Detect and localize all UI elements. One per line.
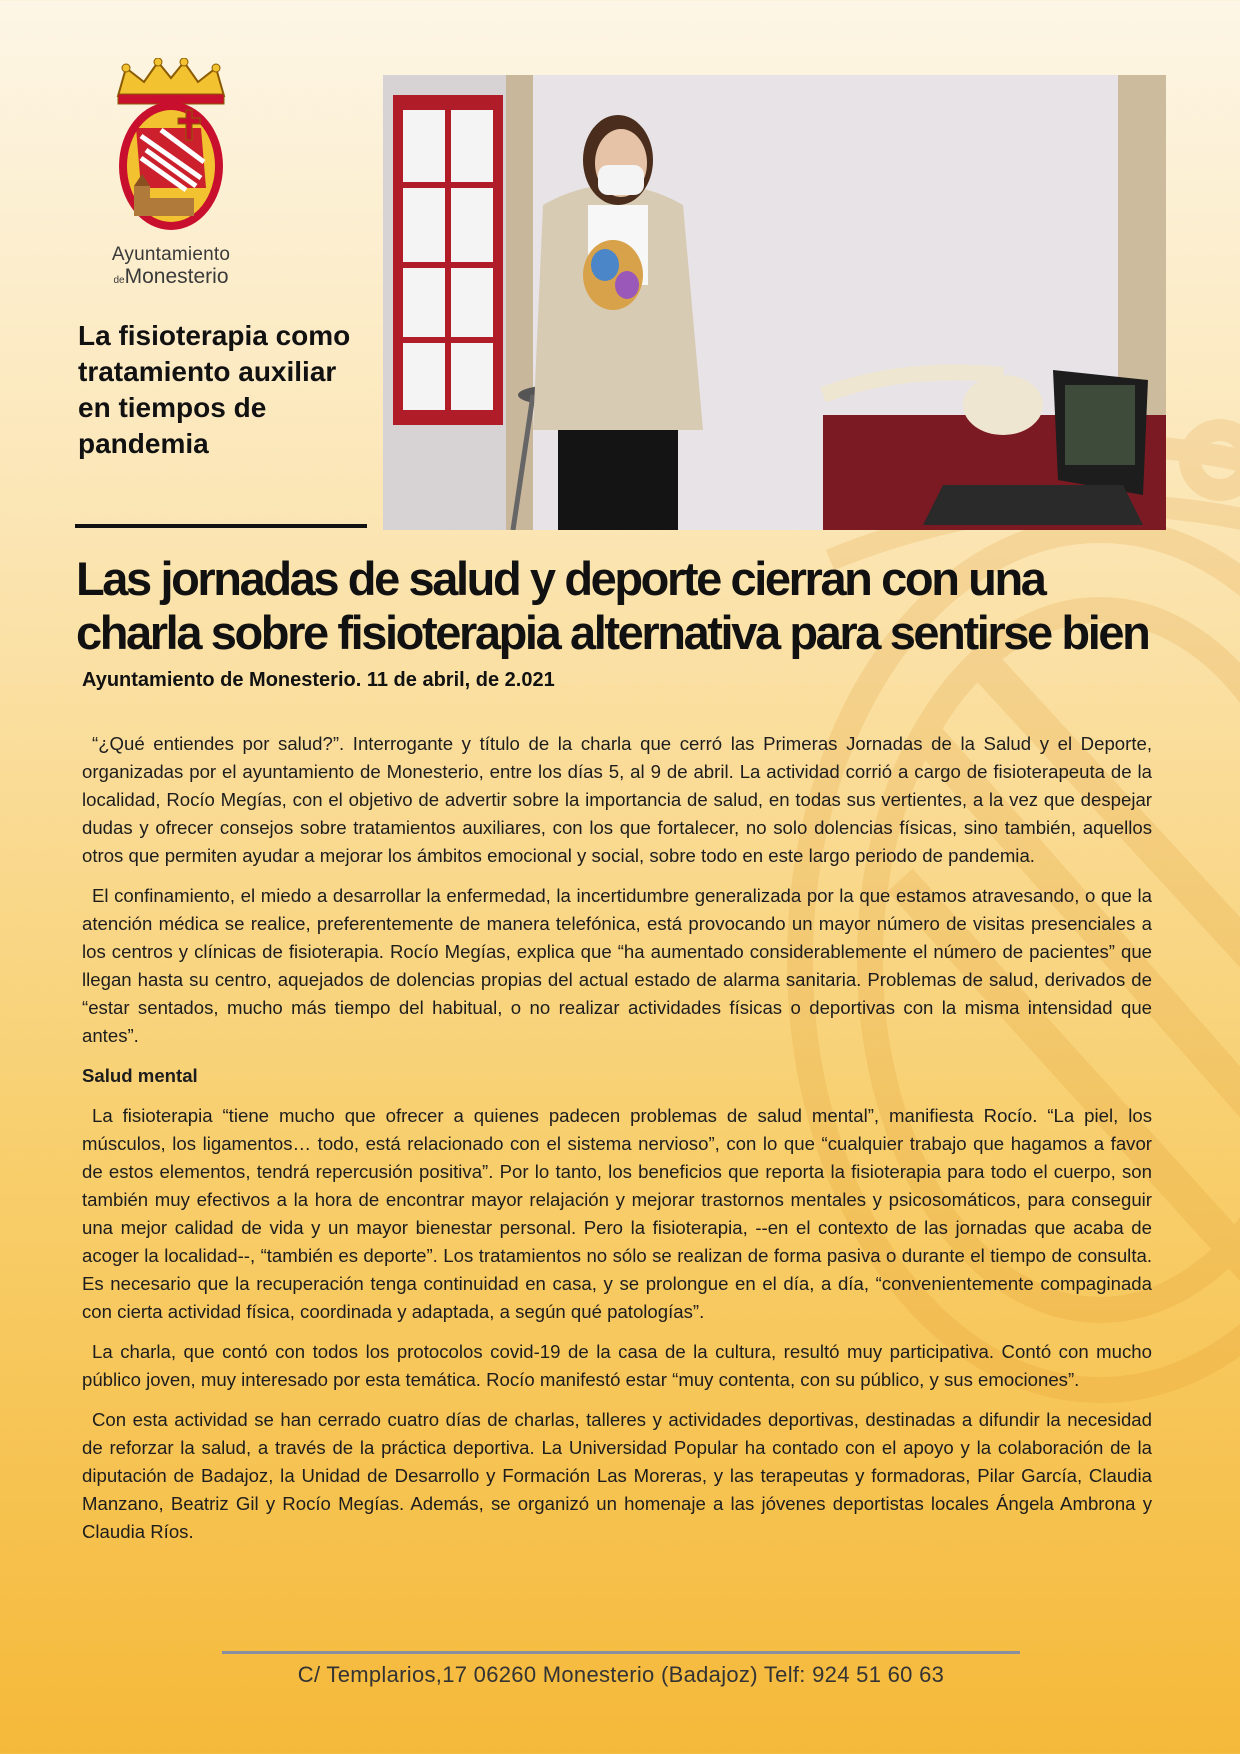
article-subheading: Salud mental: [82, 1065, 198, 1086]
article-body: [82, 730, 1152, 1558]
kicker-divider: [75, 524, 367, 528]
article-paragraph-5: Con esta actividad se han cerrado cuatro días de charlas, talleres y actividades deportivas, destinadas a difundir la necesidad de reforzar la salud, a través de la práctica deportiva. La Universidad Popular ha contado con el apoyo y la colaboración de la diputación de Badajoz, la Unidad de Desarrollo y Formación Las Moreras, y las terapeutas y formadoras, Pilar García, Claudia Manzano, Beatriz Gil y Rocío Megías. Además, se organizó un homenaje a las jóvenes deportistas locales Ángela Ambrona y Claudia Ríos.: [82, 1409, 1152, 1542]
article-paragraph-4: La charla, que contó con todos los protocolos covid-19 de la casa de la cultura, resultó muy participativa. Contó con mucho público joven, muy interesado por esta temática. Rocío manifestó estar “muy contenta, con su público, y sus emociones”.: [82, 1341, 1152, 1390]
article-kicker: La fisioterapia como tratamiento auxiliar en tiempos de pandemia: [78, 320, 351, 459]
municipality-logo: [96, 58, 246, 287]
footer-divider: [222, 1651, 1020, 1654]
article-paragraph-3: La fisioterapia “tiene mucho que ofrecer a quienes padecen problemas de salud mental”, manifiesta Rocío. “La piel, los músculos, los ligamentos… todo, está relacionado con el sistema nervioso”, con lo que “cualquier trabajo que hagamos a favor de estos elementos, tendrá repercusión positiva”. Por lo tanto, los beneficios que reporta la fisioterapia para todo el cuerpo, son también muy efectivos a la hora de encontrar mayor relajación y mejorar trastornos mentales y psicosomáticos, para conseguir una mejor calidad de vida y un mayor bienestar personal. Pero la fisioterapia, --en el contexto de las jornadas que acaba de acoger la localidad--, “también es deporte”. Los tratamientos no sólo se realizan de forma pasiva o durante el tiempo de consulta. Es necesario que la recuperación tenga continuidad en casa, y se prolongue en el día, a día, “convenientemente compaginada con cierta actividad física, coordinada y adaptada, a según qué patologías”.: [82, 1105, 1152, 1322]
article-headline: Las jornadas de salud y deporte cierran con una charla sobre fisioterapia alternativa para sentirse bien: [76, 552, 1149, 659]
article-paragraph-1: “¿Qué entiendes por salud?”. Interrogante y título de la charla que cerró las Primeras Jornadas de la Salud y el Deporte, organizadas por el ayuntamiento de Monesterio, entre los días 5, al 9 de abril. La actividad corrió a cargo de fisioterapeuta de la localidad, Rocío Megías, con el objetivo de advertir sobre la importancia de salud, en todas sus vertientes, a la vez que despejar dudas y ofrecer consejos sobre tratamientos auxiliares, con los que fortalecer, no solo dolencias físicas, sino también, aquellos otros que permiten ayudar a mejorar los ámbitos emocional y social, sobre todo en este largo periodo de pandemia.: [82, 733, 1152, 866]
footer-address: C/ Templarios,17 06260 Monesterio (Badajoz) Telf: 924 51 60 63: [297, 1662, 945, 1687]
logo-text-line2: deMonesterio: [113, 265, 229, 288]
article-photo: [383, 75, 1166, 530]
coat-of-arms-icon: [106, 58, 236, 238]
article-paragraph-2: El confinamiento, el miedo a desarrollar la enfermedad, la incertidumbre generalizada por la que estamos atravesando, o que la atención médica se realice, preferentemente de manera telefónica, está provocando un mayor número de visitas presenciales a los centros y clínicas de fisioterapia. Rocío Megías, explica que “ha aumentado considerablemente el número de pacientes” que llegan hasta su centro, aquejados de dolencias propias del actual estado de alarma sanitaria. Problemas de salud, derivados de “estar sentados, mucho más tiempo del habitual, o no realizar actividades físicas o deportivas con la misma intensidad que antes”.: [82, 885, 1152, 1046]
logo-text-line1: Ayuntamiento: [111, 244, 231, 265]
article-byline: Ayuntamiento de Monesterio. 11 de abril, de 2.021: [82, 669, 555, 691]
